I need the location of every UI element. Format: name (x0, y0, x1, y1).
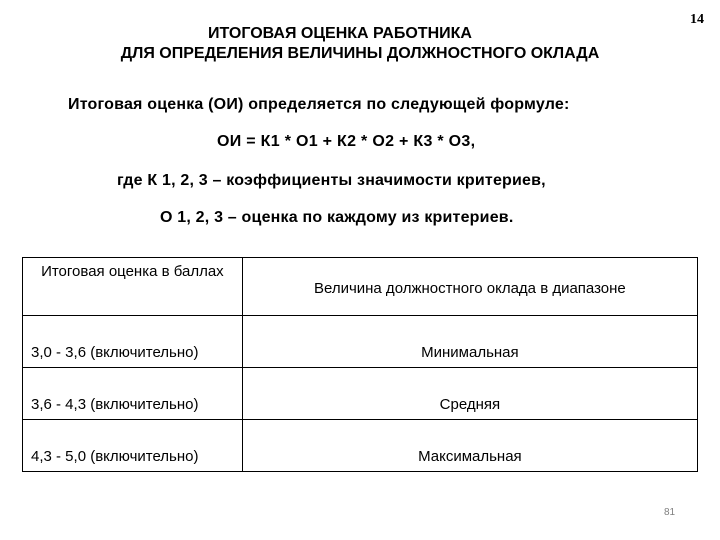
row-salary: Максимальная (242, 420, 697, 472)
table-header-row (23, 258, 698, 316)
intro-text: Итоговая оценка (ОИ) определяется по следующей формуле: (68, 96, 570, 113)
coefficient-explanation: где К 1, 2, 3 – коэффициенты значимости критериев, (117, 172, 546, 189)
formula-text: ОИ = К1 * О1 + К2 * О2 + К3 * О3, (217, 133, 476, 150)
header-score: Итоговая оценка в баллах (23, 258, 243, 316)
page-footer-number: 81 (664, 507, 676, 518)
header-salary: Величина должностного оклада в диапазоне (242, 258, 697, 316)
slide-title (0, 24, 720, 64)
title-line-2: ДЛЯ ОПРЕДЕЛЕНИЯ ВЕЛИЧИНЫ ДОЛЖНОСТНОГО ОКЛАДА (120, 45, 600, 62)
table-row (23, 316, 698, 368)
table-row (23, 368, 698, 420)
slide-number: 14 (690, 12, 704, 27)
row-salary: Минимальная (242, 316, 697, 368)
row-salary: Средняя (242, 368, 697, 420)
row-score: 3,0 - 3,6 (включительно) (23, 316, 243, 368)
table-row (23, 420, 698, 472)
title-line-1: ИТОГОВАЯ ОЦЕНКА РАБОТНИКА (208, 25, 472, 42)
score-explanation: О 1, 2, 3 – оценка по каждому из критериев. (160, 209, 514, 226)
salary-grade-table (22, 257, 698, 472)
row-score: 3,6 - 4,3 (включительно) (23, 368, 243, 420)
row-score: 4,3 - 5,0 (включительно) (23, 420, 243, 472)
